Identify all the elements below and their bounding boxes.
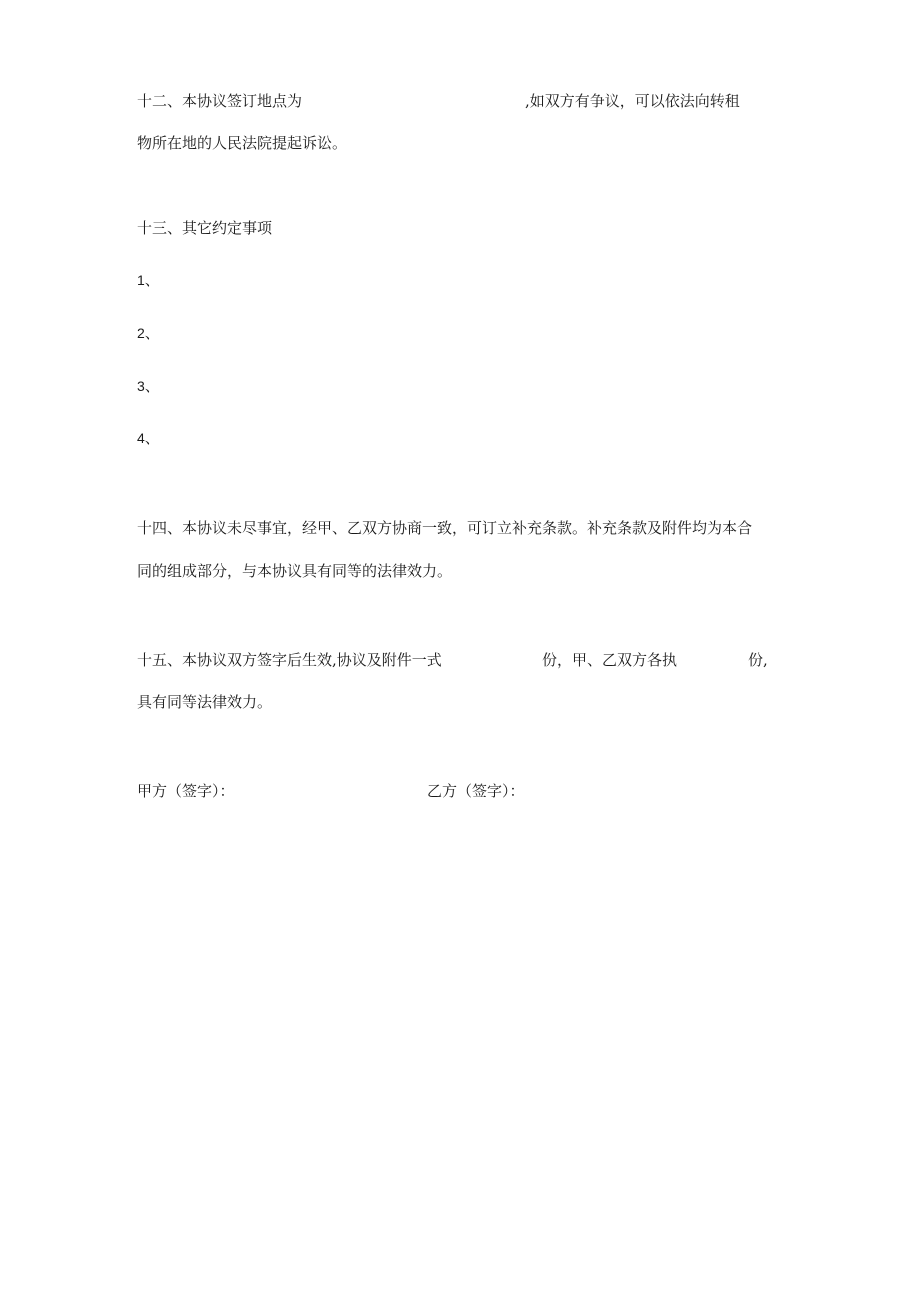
item-mark: 、 (144, 377, 160, 395)
clause-12-text-after-blank: ,如双方有争议，可以依法向转租 (525, 92, 740, 110)
clause-14-line-2: 同的组成部分，与本协议具有同等的法律效力。 (137, 562, 453, 580)
clause-14-line-1: 十四、本协议未尽事宜，经甲、乙双方协商一致，可订立补充条款。补充条款及附件均为本合 (137, 519, 753, 537)
clause-13-item-1 (137, 270, 160, 290)
item-number: 1 (137, 272, 145, 288)
item-number: 4 (137, 430, 145, 446)
clause-15-line-2: 具有同等法律效力。 (137, 693, 273, 711)
clause-15-text-copies-each: 份, (748, 651, 768, 669)
item-mark: 、 (144, 324, 160, 342)
party-b-signature-label: 乙方（签字）： (427, 782, 525, 800)
item-number: 3 (137, 378, 145, 394)
clause-13-title: 十三、其它约定事项 (137, 219, 273, 237)
party-a-signature-label: 甲方（签字）： (137, 782, 235, 800)
clause-12-line-2: 物所在地的人民法院提起诉讼。 (137, 134, 348, 152)
item-mark: 、 (144, 271, 160, 289)
item-number: 2 (137, 325, 145, 341)
item-mark: 、 (144, 429, 160, 447)
clause-15-text-each-party: 份，甲、乙双方各执 (542, 651, 678, 669)
clause-15-text-copies-total: 十五、本协议双方签字后生效,协议及附件一式 (137, 651, 442, 669)
clause-13-item-4 (137, 428, 160, 448)
clause-13-item-2 (137, 323, 160, 343)
clause-12-text-before-blank: 十二、本协议签订地点为 (137, 92, 303, 110)
clause-13-item-3 (137, 376, 160, 396)
